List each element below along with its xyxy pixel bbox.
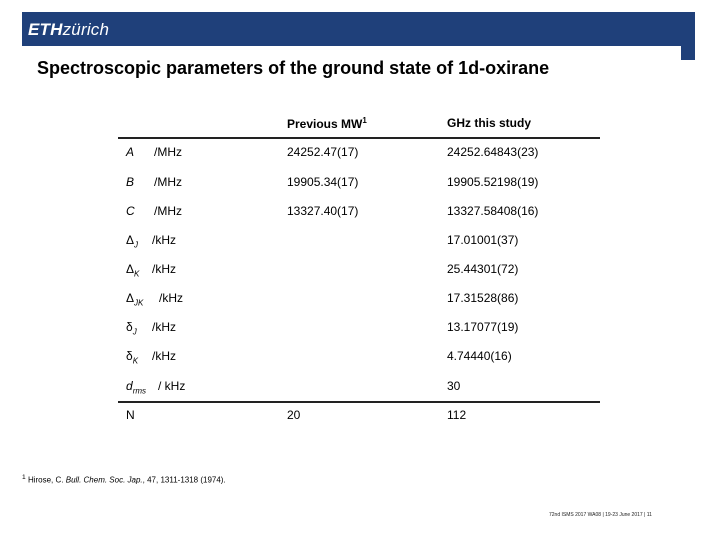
ghz-study-value: 19905.52198(19) [447, 175, 539, 189]
slide-title: Spectroscopic parameters of the ground state of 1d-oxirane [37, 58, 550, 78]
parameter-symbol [126, 408, 135, 424]
previous-mw-value: 20 [287, 408, 301, 422]
parameter-unit: /MHz [154, 145, 182, 159]
column-header-ghz: GHz this study [447, 116, 532, 130]
parameter-subscript: K [132, 356, 139, 366]
parameter-symbol-text: C [126, 204, 135, 218]
parameter-unit: /MHz [154, 175, 182, 189]
parameter-symbol-text: B [126, 175, 135, 189]
ghz-study-value: 112 [447, 408, 467, 422]
parameter-symbol [126, 379, 146, 395]
parameter-symbol [126, 145, 134, 161]
parameter-symbol-text: Δ [126, 291, 135, 305]
parameter-subscript: K [134, 269, 140, 279]
parameter-symbol-text: N [126, 408, 135, 422]
ghz-study-value: 13327.58408(16) [447, 204, 539, 218]
parameter-unit: / kHz [158, 379, 186, 393]
previous-mw-value: 19905.34(17) [287, 175, 359, 189]
table-bottom-rule [118, 401, 600, 403]
parameter-symbol [126, 349, 138, 365]
parameter-unit: /kHz [152, 320, 176, 334]
footnote-marker: 1 [22, 474, 26, 481]
column-header-previous-ref: 1 [362, 116, 367, 125]
parameter-symbol [126, 233, 138, 249]
parameter-symbol-text: Δ [126, 262, 135, 276]
parameter-symbol [126, 291, 143, 307]
column-header-previous-text: Previous MW [287, 117, 363, 131]
previous-mw-value: 24252.47(17) [287, 145, 359, 159]
parameter-symbol [126, 204, 135, 220]
parameter-unit: /kHz [159, 291, 183, 305]
ghz-study-value: 17.01001(37) [447, 233, 519, 247]
parameter-symbol-text: δ [126, 320, 133, 334]
parameter-symbol-text: A [126, 145, 135, 159]
ghz-study-value: 17.31528(86) [447, 291, 519, 305]
parameter-unit: /kHz [152, 233, 176, 247]
parameter-subscript: J [132, 327, 137, 337]
ghz-study-value: 4.74440(16) [447, 349, 512, 363]
parameter-symbol-text: d [126, 379, 133, 393]
ghz-study-value: 24252.64843(23) [447, 145, 539, 159]
footnote-authors: Hirose, C. [27, 475, 66, 485]
parameter-symbol-text: δ [126, 349, 133, 363]
parameter-unit: /MHz [154, 204, 182, 218]
table-top-rule [118, 137, 600, 139]
parameter-unit: /kHz [152, 262, 176, 276]
footnote-citation: , 47, 1311-1318 (1974). [142, 475, 226, 485]
footnote [22, 474, 226, 485]
footnote-journal: Bull. Chem. Soc. Jap. [65, 475, 143, 485]
logo-zurich-text: zürich [62, 20, 110, 39]
banner-edge [681, 46, 695, 60]
slide-footer: 72nd ISMS 2017 WA08 | 19-23 June 2017 | 11 [549, 512, 652, 518]
parameter-subscript: rms [132, 386, 147, 396]
previous-mw-value: 13327.40(17) [287, 204, 359, 218]
ghz-study-value: 30 [447, 379, 461, 393]
parameter-symbol [126, 262, 139, 278]
eth-zurich-logo [28, 20, 109, 40]
parameter-unit: /kHz [152, 349, 176, 363]
parameter-subscript: JK [134, 298, 144, 308]
parameter-subscript: J [134, 240, 139, 250]
ghz-study-value: 13.17077(19) [447, 320, 519, 334]
header-banner [22, 12, 695, 46]
column-header-previous [287, 116, 367, 131]
ghz-study-value: 25.44301(72) [447, 262, 519, 276]
parameter-symbol [126, 320, 137, 336]
logo-eth-text: ETH [28, 20, 63, 39]
parameter-symbol [126, 175, 134, 191]
parameter-symbol-text: Δ [126, 233, 135, 247]
